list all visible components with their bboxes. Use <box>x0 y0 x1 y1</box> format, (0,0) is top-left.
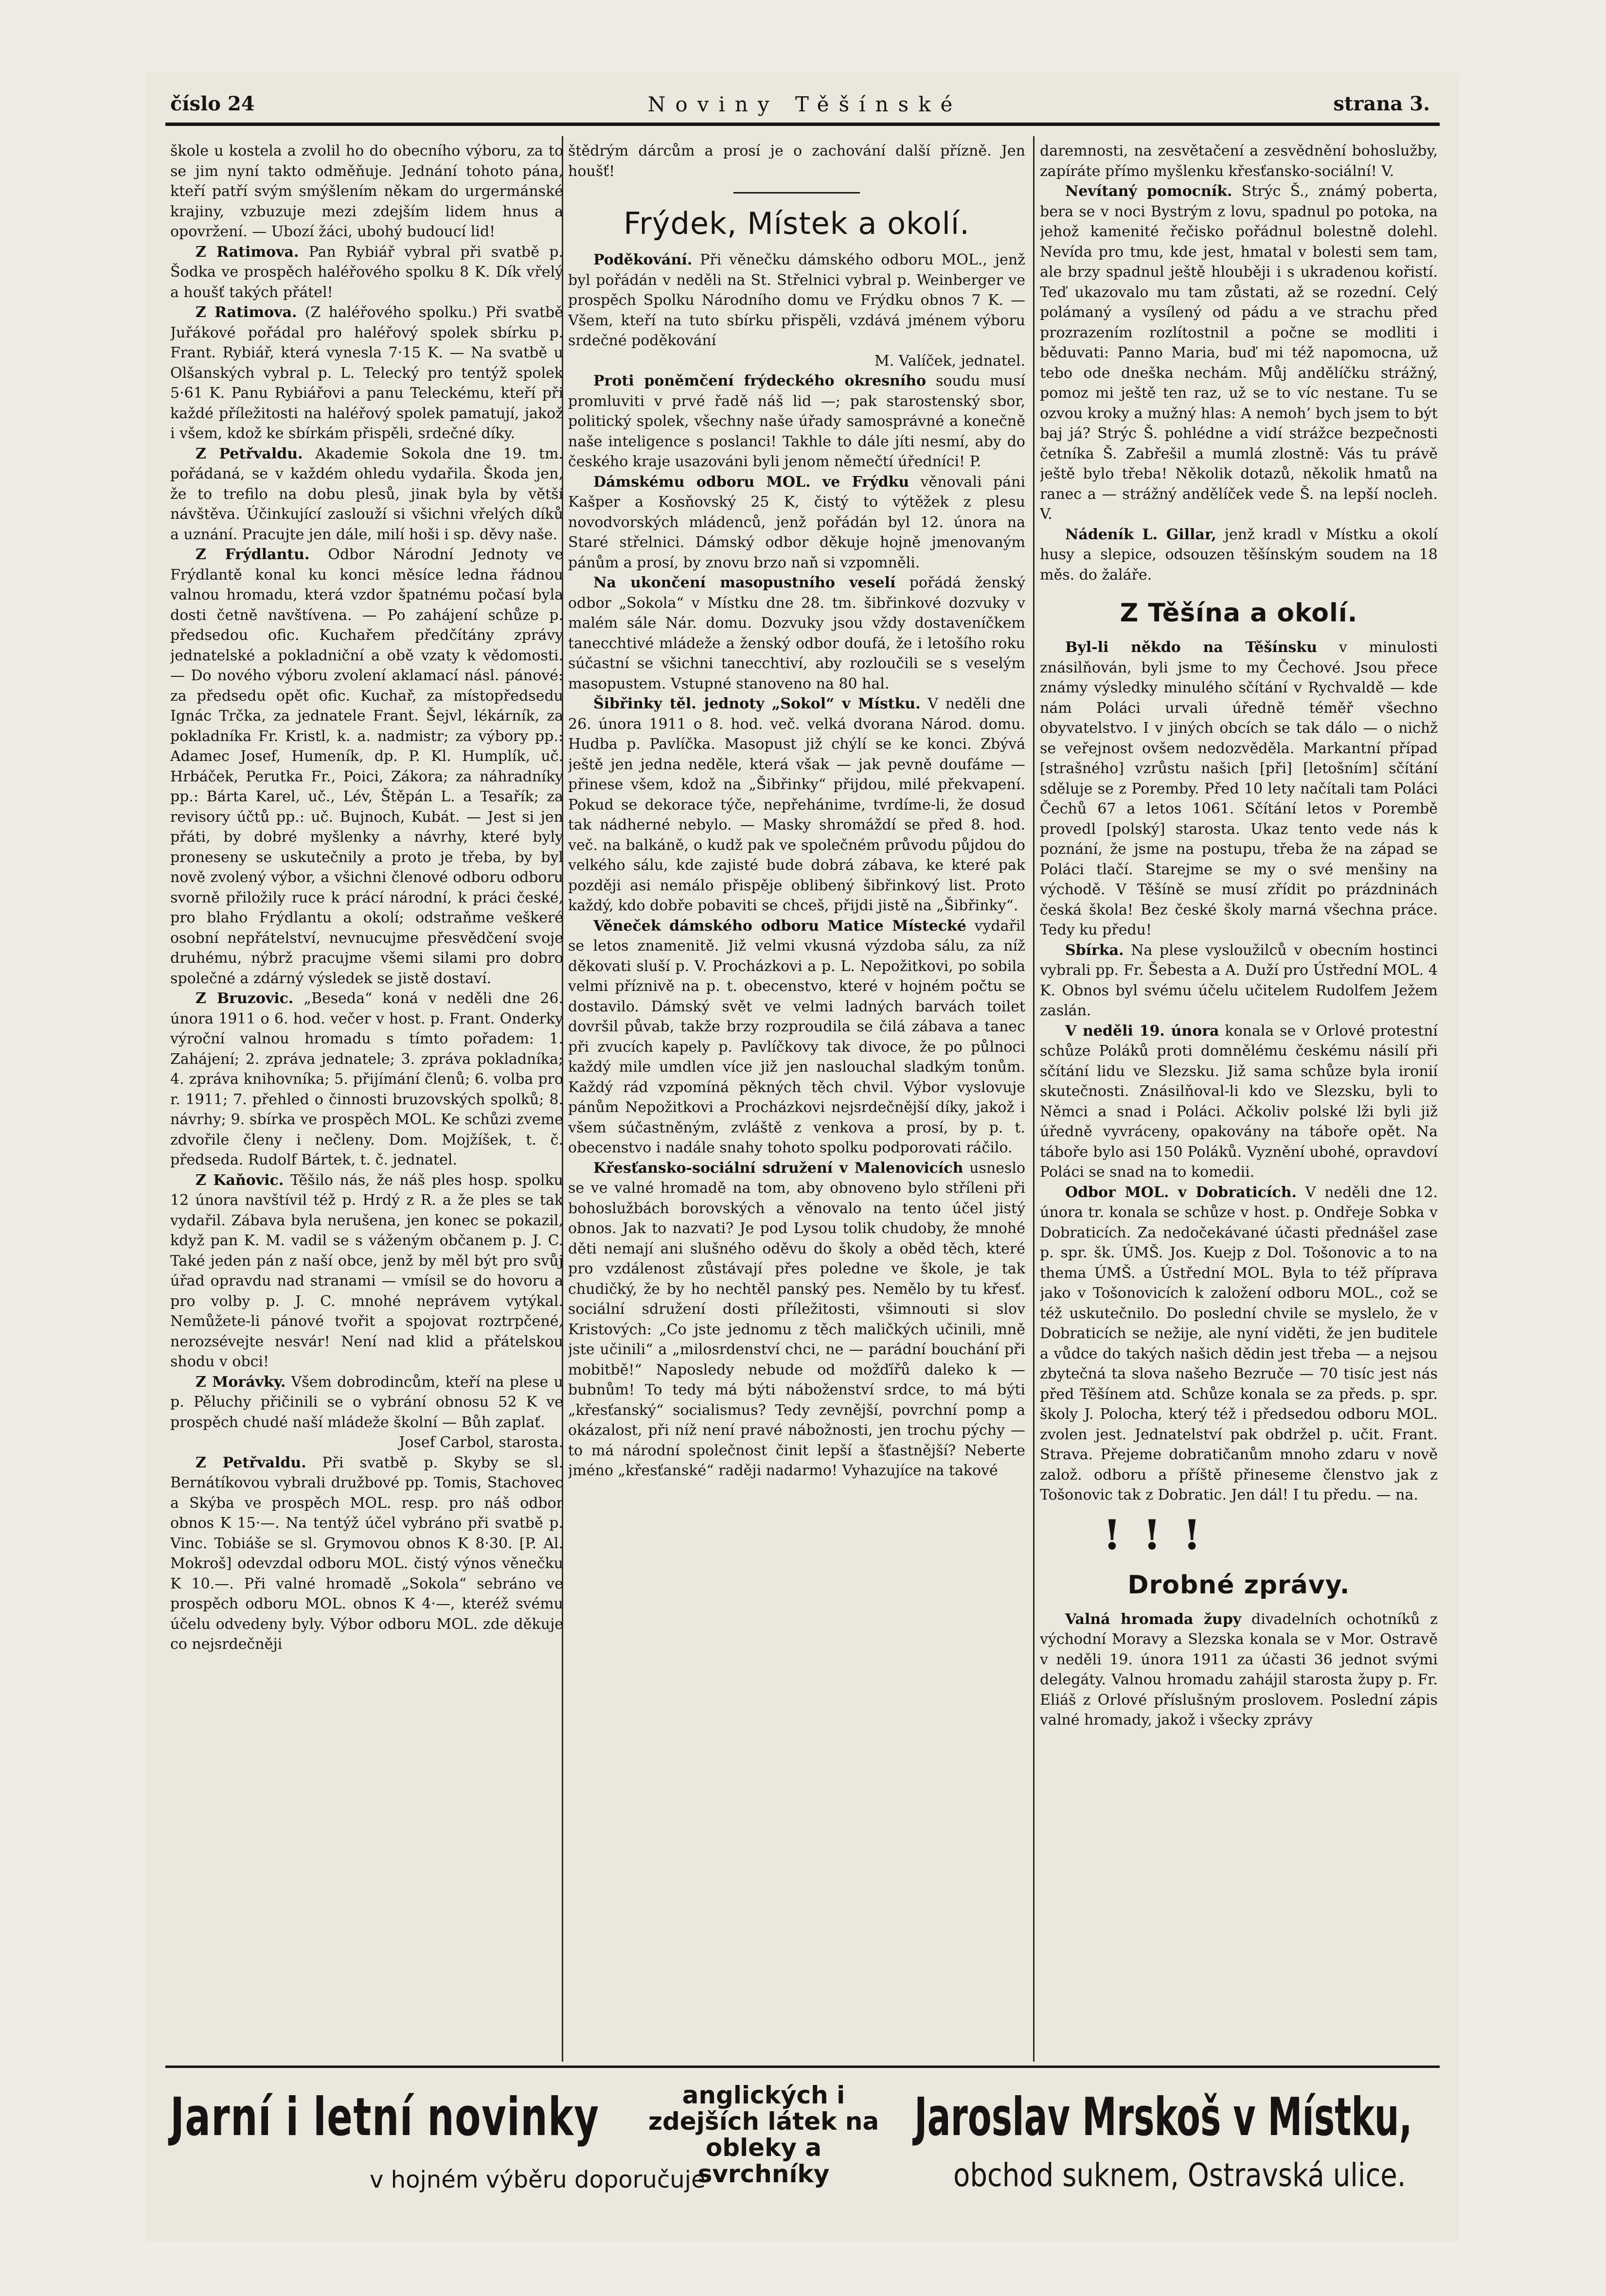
article-lead: Poděkování. <box>593 251 693 268</box>
article-paragraph <box>170 302 563 444</box>
col3-articles <box>1040 637 1438 1505</box>
article-paragraph <box>1040 181 1438 525</box>
section-divider <box>733 192 860 194</box>
article-text: vydařil se letos znamenitě. Již velmi vkusná výzdoba sálu, za níž děkovati sluší p. V. Procházkovi a p. L. Nepožitkovi, po sobila velmi příznivě na p. t. obecenstvo, které v hojném počtu se dostavilo. Dámský svět ve velmi ladných barvách toilet dovršil půvab, takže brzy rozproudila se čilá zábava a tanec při zvucích kapely p. Pavlíčkovy tak divoce, že po půlnoci každý mile umdlen více již jen naslouchal sladkým tonům. Každý rád vzpomíná pěkných těch chvil. Výbor vyslovuje pánům Nepožitkovi a Procházkovi nejsrdečnější díky, jakož i všem súčastněným, zvláště z venkova a prosí, by p. t. obecenstvo i nadále snahy tohoto spolku podporovati ráčilo. <box>568 917 1025 1156</box>
article-lead: Valná hromada župy <box>1065 1610 1242 1628</box>
article-text: pořádá ženský odbor „Sokola“ v Místku dne 28. tm. šibřinkové dozvuky v malém sále Nár. domu. Dozvuky jsou vždy dostaveníčkem tanecchtivé mládeže a ženský odbor doufá, že i letošího roku súčastní se všichni tanecchtiví, aby rozloučili se s veselým masopustem. Vstupné stanoveno na 80 hal. <box>568 574 1025 692</box>
article-lead: Z Ratimova. <box>196 304 297 321</box>
article-paragraph <box>1040 637 1438 940</box>
column-1 <box>170 141 563 2062</box>
article-lead: Sbírka. <box>1065 941 1124 959</box>
article-paragraph <box>170 1170 563 1372</box>
article-paragraph <box>170 1453 563 1655</box>
article-lead: Odbor MOL. v Dobraticích. <box>1065 1183 1297 1201</box>
article-paragraph <box>1040 940 1438 1021</box>
article-text: daremnosti, na zesvětačení a zesvědnění bohoslužby, zapíráte přímo myšlenku křesťansko-sociální! V. <box>1040 142 1438 180</box>
article-text: Odbor Národní Jednoty ve Frýdlantě konal ku konci měsíce ledna řádnou valnou hromadu, která vzdor špatnému počasí byla dosti četně navštívena. — Po zahájení schůze p. předsedou ofic. Kuchařem předčítány zprávy jednatelské a pokladniční a obě vzaty k vědomosti. — Do nového výboru zvolení aklamací násl. pánové: za předsedu opět ofic. Kuchař, za místopředsedu Ignác Trčka, za jednatele Frant. Šejvl, lékárník, za pokladníka Fr. Kristl, k. a. nadmistr; za výbory pp.: Adamec Josef, Humeník, dp. P. Kl. Humplík, uč. Hrbáček, Perutka Fr., Poici, Zákora; za náhradníky pp.: Bárta Karel, uč., Lév, Štěpán L. a Tesařík; za revisory účtů pp.: uč. Bujnoch, Kubát. — Jest si jen přáti, by dobré myšlenky a návrhy, které byly proneseny se uskutečnily a proto je třeba, by byl nově zvolený výbor, a všichni členové odboru odboru svorně přiložily ruce k prácí národní, k práci české, pro blaho Frýdlantu a okolí; odstraňme veškeré osobní nepřátelství, nevnucujme přesvědčení svoje druhému, nýbrž pracujme všemi silami pro dobro společné a zdárný výsledek se jistě dostaví. <box>170 546 563 987</box>
article-lead: Z Kaňovic. <box>196 1171 284 1189</box>
ad-subline-left: v hojném výběru doporučuje <box>370 2166 706 2193</box>
article-text: usneslo se ve valné hromadě na tom, aby obnoveno bylo stříleni při bohoslužbách borovských a věnovalo na tento účel jistý obnos. Jak to nazvati? Je pod Lysou tolik chudoby, že mnohé děti nemají ani slušného oděvu do školy a oběd těch, které pro vzdálenost zůstávají přes poledne ve škole, je tak chudičký, že by ho nechtěl panský pes. Nemělo by tu křesť. sociální sdružení dosti příležitosti, všimnouti si slov Kristových: „Co jste jednomu z těch maličkých učinili, mně jste učinili“ a „milosrdenství chci, ne — parádní bouchání při mobitbě!“ Naposledy nebude od možďířů daleko k — bubnům! To tedy má býti náboženství srdce, to má býti „křesťanský“ socialismus? Tedy zevnější, povrchní pomp a okázalost, při níž není pravé nábožnosti, jen trochu pýchy — to má národní společnost činit lepší a šťastnější? Neberte jméno „křesťanské“ raději nadarmo! Vyhazujíce na takové <box>568 1159 1025 1479</box>
article-paragraph <box>568 916 1025 1158</box>
article-paragraph <box>568 371 1025 472</box>
article-lead: Z Bruzovic. <box>196 990 294 1007</box>
article-lead: Z Ratimova. <box>196 243 299 261</box>
article-paragraph <box>1040 1183 1438 1505</box>
article-paragraph <box>170 141 563 242</box>
ad-subline-right: obchod suknem, Ostravská ulice. <box>953 2156 1406 2194</box>
article-text: konala se v Orlové protestní schůze Poláků proti domnělému českému násilí při sčítání lidu ve Slezsku. Již sama schůze byla ironií skutečnosti. Znásilňoval-li kdo ve Slezsku, byli to Němci a snad i Poláci. Ačkoliv polské lži byli již úředně vyvráceny, opakovány na táboře opět. Na táboře bylo asi 150 Poláků. Vyznění ubohé, opravdoví Poláci se snad na to komedii. <box>1040 1022 1438 1181</box>
article-text: Akademie Sokola dne 19. tm. pořádaná, se v každém ohledu vydařila. Škoda jen, že to trefilo na dobu plesů, jinak byla by větší návštěva. Účinkující zaslouží si všichni vřelých díků a uznání. Pracujte jen dále, milí hoši i sp. děvy naše. <box>170 445 563 543</box>
footer-rule <box>165 2066 1440 2068</box>
newspaper-title: Noviny Těšínské <box>647 92 963 116</box>
article-lead: Nevítaný pomocník. <box>1065 183 1232 200</box>
header-rule <box>165 123 1440 126</box>
exclamation-marks: ! ! ! <box>1103 1510 1205 1559</box>
ad-middle-text: anglických i zdejších látek na obleky a svrchníky <box>648 2081 879 2188</box>
article-text: věnovali páni Kašper a Kosňovský 25 K, čistý to výtěžek z plesu novodvorských mládenců, jenž pořádán byl 12. února na Staré střelnici. Dámský odbor děkuje hojně jmenovaným pánům a prosí, by znovu brzo naň si vzpomněli. <box>568 473 1025 571</box>
col2-lead-paragraph: štědrým dárcům a prosí je o zachování další přízně. Jen houšť! <box>568 142 1025 180</box>
article-text: divadelních ochotníků z východní Moravy a Slezska konala se v Mor. Ostravě v neděli 19. února 1911 za účasti 36 jednot svými delegáty. Valnou hromadu zahájil starosta župy p. Fr. Eliáš z Orlové příslušným proslovem. Poslední zápis valné hromady, jakož i všecky zprávy <box>1040 1610 1438 1729</box>
article-text: jenž kradl v Místku a okolí husy a slepice, odsouzen těšínským soudem na 18 měs. do žaláře. <box>1040 526 1438 583</box>
col3-lead-articles <box>1040 141 1438 585</box>
article-lead: Šibřinky těl. jednoty „Sokol“ v Místku. <box>593 695 921 712</box>
column-2 <box>568 141 1025 2062</box>
article-lead: Byl-li někdo na Těšínsku <box>1065 639 1318 656</box>
article-lead: Věneček dámského odboru Matice Místecké <box>593 917 966 935</box>
article-paragraph <box>568 573 1025 694</box>
page-number: strana 3. <box>1333 92 1430 115</box>
article-text: v minulosti znásilňován, byli jsme to my Čechové. Jsou přece známy výsledky minulého sčítání v Rychvaldě — kde nám Poláci urvali úředně téměř všechno obyvatelstvo. I v jiných obcích se tak dálo — o nichž se veřejnost ovšem nedozvěděla. Markantní případ [strašného] vzrůstu našich [při] [letošním] sčítání sděluje se z Poremby. Před 10 lety načítali tam Poláci Čechů 67 a letos 1061. Sčítání letos v Porembě provedl [polský] starosta. Ukaz tento vede nás k poznání, že jsme na postupu, třeba že na západ se Poláci tlačí. Starejme se my o své menšiny na východě. V Těšíně se musí zřídit po prázdninách česká škola! Bez české školy marná všechna práce. Tedy ku předu! <box>1040 639 1438 938</box>
column-rule-2 <box>1033 136 1035 2062</box>
article-lead: Křesťansko-sociální sdružení v Malenovicích <box>593 1159 964 1177</box>
article-text: Při věnečku dámského odboru MOL., jenž byl pořádán v neděli na St. Střelnici vybral p. Weinberger ve prospěch Spolku Národního domu ve Frýdku obnos 7 K. — Všem, kteří na tuto sbírku přispěli, vzdává jménem výboru srdečné poděkování <box>568 251 1025 349</box>
article-text: Na plese vysloužilců v obecním hostinci vybrali pp. Fr. Šebesta a A. Duží pro Ústřední MOL. 4 K. Obnos byl svému účelu učitelem Rudolfem Ježem zaslán. <box>1040 941 1438 1019</box>
article-paragraph <box>170 989 563 1170</box>
article-paragraph <box>568 1158 1025 1481</box>
article-text: „Beseda“ koná v neděli dne 26. února 1911 o 6. hod. večer v host. p. Frant. Onderky výroční valnou hromadu s tímto pořadem: 1. Zahájení; 2. zpráva jednatele; 3. zpráva pokladníka; 4. zpráva knihovníka; 5. přijímání členů; 6. volba pro r. 1911; 7. přehled o činnosti bruzovských spolků; 8. návrhy; 9. sbírka ve prospěch MOL. Ke schůzi zveme zdvořile členy i nečleny. Dom. Mojžíšek, t. č. předseda. Rudolf Bártek, t. č. jednatel. <box>170 990 563 1168</box>
col2-articles <box>568 250 1025 1481</box>
article-paragraph <box>170 1372 563 1433</box>
article-text: soudu musí promluviti v prvé řadě náš lid —; pak starostenský sbor, politický spolek, všechny naše úřady samosprávné a konečně naše inteligence s poslanci! Takhle to dále jíti nesmí, aby do českého kraje usazováni byli jenom němečtí úředníci! P. <box>568 372 1025 470</box>
article-lead: V neděli 19. února <box>1065 1022 1219 1040</box>
article-paragraph <box>1040 1609 1438 1731</box>
issue-number: číslo 24 <box>170 92 255 115</box>
article-lead: Nádeník L. Gillar, <box>1065 526 1216 543</box>
signature: M. Valíček, jednatel. <box>874 352 1025 370</box>
article-lead: Na ukončení masopustního veselí <box>593 574 896 591</box>
article-lead: Z Petřvaldu. <box>196 1454 306 1471</box>
article-text: Pan Rybiář vybral při svatbě p. Šodka ve prospěch haléřového spolku 8 K. Dík vřelý a houšť takých přátel! <box>170 243 563 301</box>
ad-headline-left: Jarní i letní novinky <box>170 2087 600 2148</box>
column-3 <box>1040 141 1438 2062</box>
col3-tail-articles <box>1040 1609 1438 1731</box>
article-text: V neděli dne 26. února 1911 o 8. hod. več. velká dvorana Národ. domu. Hudba p. Pavlíčka. Masopust již chýlí se ke konci. Zbývá ještě jen jedna neděle, která však — jak pevně doufáme — přinese všem, kdož na „Šibřinky“ přijdou, milé překvapení. Pokud se dekorace týče, nepřehánime, tvrdíme-li, že dosud tak nádherné nebylo. — Masky shromáždí se před 8. hod. več. na balkáně, o kudž pak ve společném průvodu půjdou do velkého sálu, kde zajisté bude dobrá zábava, ke které pak později asi nemálo přispěje oblibený šibřinkový list. Proto každý, kdo dobře pobaviti se chceš, přijdi jistě na „Šibřinky“. <box>568 695 1025 914</box>
article-paragraph <box>568 250 1025 351</box>
article-text: Při svatbě p. Skyby se sl. Bernátíkovou vybrali družbové pp. Tomis, Stachovec a Skýba ve prospěch MOL. resp. pro náš odbor obnos K 15·—. Na tentýž účel vybráno při svatbě p. Vinc. Tobiáše se sl. Grymovou obnos K 8·30. [P. Al. Mokroš] odevzdal odboru MOL. čistý výnos věnečku K 10.—. Při valné hromadě „Sokola“ sebráno ve prospěch odboru MOL. obnos K 4·—, kteréž svému účelu odvedeny byly. Výbor odboru MOL. zde děkuje co nejsrdečněji <box>170 1454 563 1653</box>
section-title-drobne: Drobné zprávy. <box>1127 1570 1350 1600</box>
article-lead: Z Frýdlantu. <box>196 546 310 563</box>
article-paragraph <box>170 242 563 303</box>
article-text: V neděli dne 12. února tr. konala se schůze v host. p. Ondřeje Sobka v Dobraticích. Za nedočekávané účasti přednášel zase p. spr. šk. ÚMŠ. Jos. Kuejp z Dol. Tošonovic a to na thema ÚMŠ. a Ústřední MOL. Byla to též příprava jako v Tošonovicích k založení odboru MOL., což se též uskutečnilo. Do poslední chvile se myslelo, že v Dobraticích se nežije, ale nyní viděti, že jen buditele a vůdce do takých našich dědin jest třeba — a nejsou zbytečná ta slova našeho Bezruče — 70 tisíc jest nás před Těšínem atd. Schůze konala se za předs. p. spr. školy J. Polocha, který též i předsedou odboru MOL. zvolen jest. Jednatelství pak obdržel p. učit. Frant. Strava. Přejeme dobratičanům mnoho zdaru v nově založ. odboru a příště přineseme členstvo jak z Tošonovic tak z Dobratic. Jen dál! I tu předu. — na. <box>1040 1183 1438 1503</box>
article-text: Těšilo nás, že náš ples hosp. spolku 12 února navštívil též p. Hrdý z R. a že ples se tak vydařil. Zábava byla nerušena, jen konec se pokazil, když pan K. M. vadil se s váženým občanem p. J. C. Také jeden pán z naší obce, jenž by měl být pro svůj úřad opravdu nad stranami — vmísil se do hovoru a pro volby p. J. C. mnohé neprávem vytýkal. Nemůžete-li pánové tvořit a spojovat roztrpčené, nerozsévejte nesvár! Není nad klid a přátelskou shodu v obci! <box>170 1171 563 1370</box>
article-paragraph <box>1040 525 1438 585</box>
article-paragraph <box>1040 1021 1438 1183</box>
article-paragraph <box>1040 141 1438 181</box>
ad-headline-right: Jaroslav Mrskoš v Místku, <box>914 2087 1412 2148</box>
section-title-tesin: Z Těšína a okolí. <box>1120 599 1358 628</box>
article-text: škole u kostela a zvolil ho do obecního výboru, za to se jim nyní takto odměňuje. Jednání tohoto pána, kteří patří svým smýšlením někam do urgermánské krajiny, vzbuzuje mezi zdejším lidem hnus a opovržení. — Ubozí žáci, ubohý budoucí lid! <box>170 142 563 240</box>
article-lead: Z Petřvaldu. <box>196 445 303 462</box>
article-paragraph <box>568 694 1025 916</box>
article-text: Strýc Š., známý poberta, bera se v noci Bystrým z lovu, spadnul po potoka, na jehož kamenité řečisko pořádnul bolestně dolehl. Nevída pro tmu, kde jest, hmatal v bolesti sem tam, ale brzy spadnul ještě hlouběji i s ukradenou kořistí. Teď ukazovalo mu tam zůstati, až se rozední. Celý polámaný a vysílený od pádu a ve strachu před prozrazením rozlítostnil a počne se modliti i běduvati: Panno Maria, buď mi též napomocna, už tebo ode dneška nechám. Můj andělíčku strážný, pomoz mi ještě ten raz, už se to víc nestane. Tu se ozvou kroky a mužný hlas: A nemoh’ bych jsem to být baj já? Strýc Š. pohlédne a vidí strážce bezpečnosti četníka Š. Zabřešil a mumlá zlostně: Vás tu právě ještě bylo třeba! Několik dotazů, několik hmatů na ranec a — strážný andělíček vede Š. na lepší nocleh. V. <box>1040 183 1438 523</box>
section-title-frydek: Frýdek, Místek a okolí. <box>624 206 970 241</box>
article-paragraph <box>568 472 1025 573</box>
article-lead: Proti poněmčení frýdeckého okresního <box>593 372 927 389</box>
signature: Josef Carbol, starosta. <box>399 1434 563 1451</box>
article-paragraph <box>170 444 563 545</box>
article-lead: Z Morávky. <box>196 1373 286 1391</box>
article-paragraph <box>170 545 563 989</box>
article-text: Všem dobrodincům, kteří na plese u p. Pěluchy přičinili se o vybrání obnosu 52 K ve prospěch chudé naší mládeže školní — Bůh zaplať. <box>170 1373 563 1431</box>
article-lead: Dámskému odboru MOL. ve Frýdku <box>593 473 910 491</box>
page-header <box>165 92 1445 126</box>
article-text: (Z haléřového spolku.) Při svatbě Juřákové pořádal pro haléřový spolek sbírku p. Frant. Rybiář, která vynesla 7·15 K. — Na svatbě u Olšanských vybral p. L. Telecký pro tentýž spolek 5·61 K. Panu Rybiářovi a panu Teleckému, kteří při každé příležitosti na haléřový spolek pamatují, jakož i všem, kdož ke sbírkám přispěli, srdečné díky. <box>170 304 563 442</box>
